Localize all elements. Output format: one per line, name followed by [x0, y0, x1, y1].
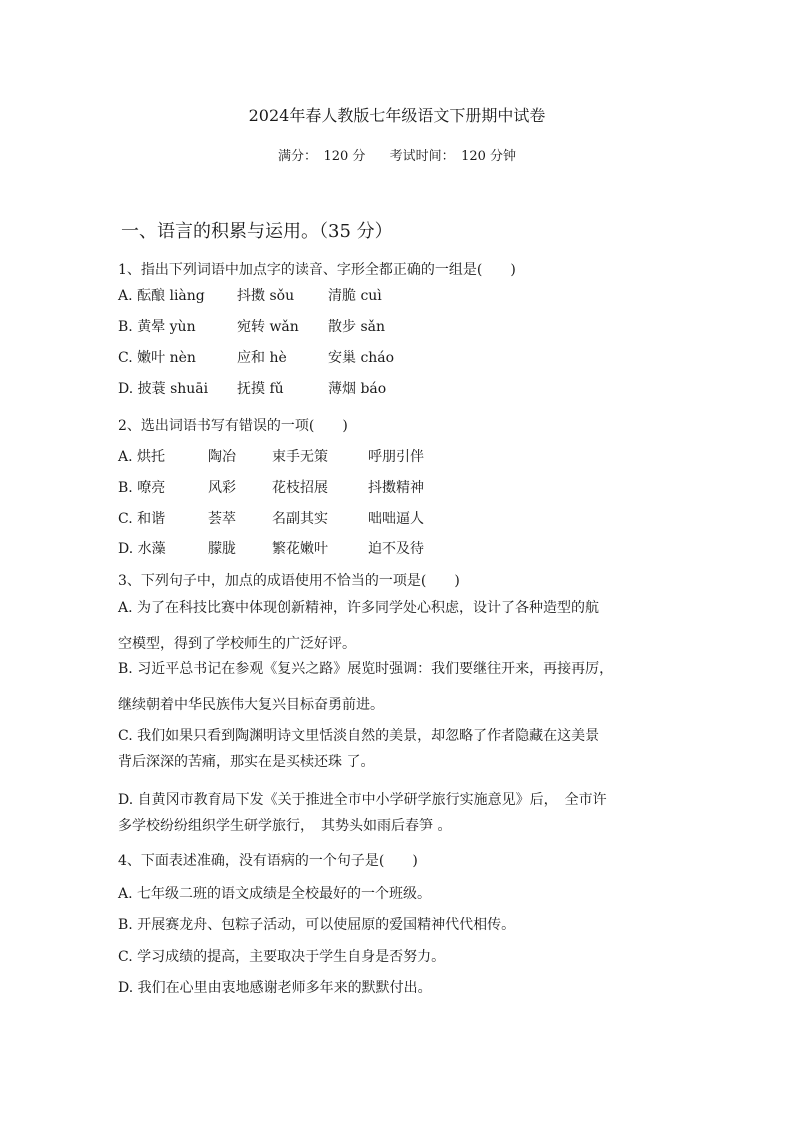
q2-b-3: 花枝招展 — [272, 480, 328, 496]
question-4-stem: 4、下面表述准确，没有语病的一个句子是( ) — [118, 853, 418, 869]
q4-option-b: B. 开展赛龙舟、包粽子活动，可以使屈原的爱国精神代代相传。 — [118, 917, 516, 933]
q3-line: C. 我们如果只看到陶渊明诗文里恬淡自然的美景，却忽略了作者隐藏在这美景 — [118, 728, 600, 744]
q3-line: B. 习近平总书记在参观《复兴之路》展览时强调：我们要继往开来，再接再厉， — [118, 661, 614, 677]
q3-line: 背后深深的苦痛，那实在是买椟还珠 了。 — [118, 754, 375, 770]
q1-b-1: B. 黄晕 yùn — [118, 319, 196, 335]
q3-line: 继续朝着中华民族伟大复兴目标奋勇前进。 — [118, 697, 384, 713]
q1-c-3: 安巢 cháo — [328, 350, 395, 366]
q2-a-4: 呼朋引伴 — [368, 449, 424, 465]
q2-c-1: C. 和谐 — [118, 511, 166, 527]
q2-d-4: 迫不及待 — [368, 541, 424, 557]
q1-b-3: 散步 sǎn — [328, 319, 385, 335]
q3-line: 空模型，得到了学校师生的广泛好评。 — [118, 636, 356, 652]
q2-c-2: 荟萃 — [208, 511, 236, 527]
q3-line: A. 为了在科技比赛中体现创新精神，许多同学处心积虑，设计了各种造型的航 — [118, 600, 600, 616]
q1-c-2: 应和 hè — [237, 350, 287, 366]
q2-c-4: 咄咄逼人 — [368, 511, 424, 527]
section-heading: 一、语言的积累与运用。（35 分） — [121, 221, 393, 242]
exam-meta — [0, 145, 794, 164]
question-3-stem: 3、下列句子中，加点的成语使用不恰当的一项是( ) — [118, 573, 460, 589]
q1-d-2: 抚摸 fǔ — [237, 381, 284, 397]
exam-title: 2024年春人教版七年级语文下册期中试卷 — [248, 106, 546, 125]
exam-time: 考试时间： 120 分钟 — [389, 149, 517, 164]
q2-d-3: 繁花嫩叶 — [272, 541, 328, 557]
q2-b-1: B. 嘹亮 — [118, 480, 166, 496]
q2-b-2: 风彩 — [208, 480, 236, 496]
q1-d-1: D. 披蓑 shuāi — [118, 381, 209, 397]
q1-a-1: A. 酝酿 liàng — [118, 288, 205, 304]
question-1-stem: 1、指出下列词语中加点字的读音、字形全都正确的一组是( ) — [118, 262, 516, 278]
q4-option-a: A. 七年级二班的语文成绩是全校最好的一个班级。 — [118, 886, 432, 902]
q1-a-2: 抖擞 sǒu — [237, 288, 295, 304]
q1-d-3: 薄烟 báo — [328, 381, 387, 397]
q2-a-1: A. 烘托 — [118, 449, 166, 465]
q3-line: D. 自黄冈市教育局下发《关于推进全市中小学研学旅行实施意见》后， 全市许 — [118, 792, 607, 808]
q1-c-1: C. 嫩叶 nèn — [118, 350, 196, 366]
q4-option-c: C. 学习成绩的提高，主要取决于学生自身是否努力。 — [118, 949, 446, 965]
q1-a-3: 清脆 cuì — [328, 288, 382, 304]
q3-line: 多学校纷纷组织学生研学旅行， 其势头如雨后春笋 。 — [118, 818, 452, 834]
full-score: 满分： 120 分 — [277, 149, 366, 164]
q4-option-d: D. 我们在心里由衷地感谢老师多年来的默默付出。 — [118, 980, 432, 996]
q2-c-3: 名副其实 — [272, 511, 328, 527]
question-2-stem: 2、选出词语书写有错误的一项( ) — [118, 418, 348, 434]
q2-a-2: 陶冶 — [208, 449, 236, 465]
q2-b-4: 抖擞精神 — [368, 480, 424, 496]
q2-a-3: 束手无策 — [272, 449, 328, 465]
q2-d-2: 朦胧 — [208, 541, 236, 557]
q1-b-2: 宛转 wǎn — [237, 319, 299, 335]
q2-d-1: D. 水藻 — [118, 541, 166, 557]
